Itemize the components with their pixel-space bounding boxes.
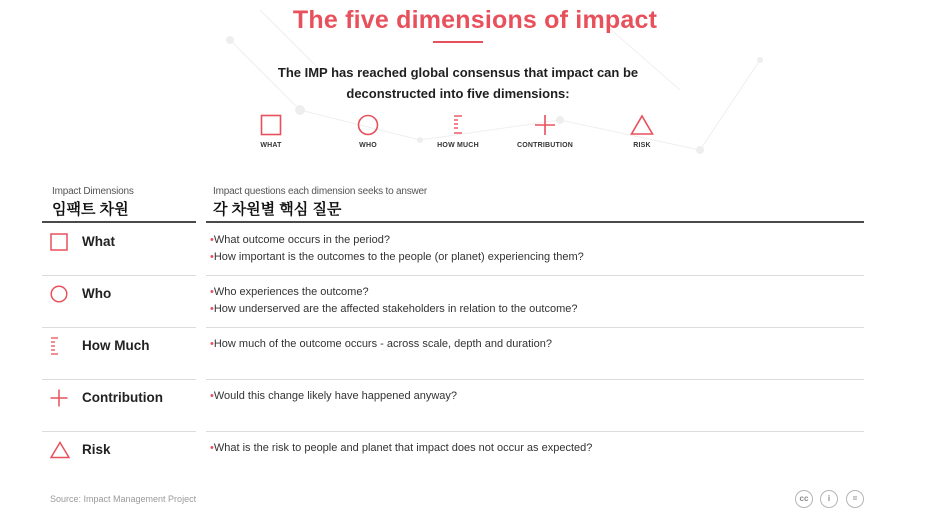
dimension-contribution [500,114,590,149]
triangle-icon [630,114,654,136]
table-row [0,328,950,380]
dimension-name: How Much [82,338,150,353]
dimension-who [323,114,413,149]
column-header-ko: 각 차원별 핵심 질문 [213,201,342,218]
dimension-name: Who [82,286,112,301]
circle-icon [50,285,68,303]
plus-icon [534,114,556,136]
table-row [0,276,950,328]
source-note: Source: Impact Management Project [50,494,197,504]
dimension-what [226,114,316,149]
circle-icon [357,114,379,136]
cc-license-icon: cc [795,490,813,508]
question-text: What outcome occurs in the period? [213,234,390,246]
subtitle [250,62,666,104]
dimension-name: What [82,234,115,249]
column-header-dimensions [52,186,134,219]
dimension-name: Contribution [82,390,163,405]
dimension-questions: •How much of the outcome occurs - across scale, depth and duration? [210,338,552,350]
dimension-how-much [413,114,503,149]
dashes-icon [447,114,469,136]
dimension-name: Risk [82,442,111,457]
dimension-label: WHAT [260,142,282,149]
question-text: How important is the outcomes to the people (or planet) experiencing them? [213,251,584,263]
question-text: How much of the outcome occurs - across scale, depth and duration? [213,338,552,350]
column-header-en: Impact Dimensions [52,186,134,197]
dimension-questions: •Who experiences the outcome? •How underserved are the affected stakeholders in relation to the outcome? [210,286,578,315]
title-underline [433,41,483,43]
dimension-questions: •What is the risk to people and planet that impact does not occur as expected? [210,442,593,454]
dimension-questions: •Would this change likely have happened anyway? [210,390,458,402]
page-title: The five dimensions of impact [292,6,658,34]
square-icon [50,233,68,251]
dimension-label: RISK [633,142,651,149]
dimension-risk [597,114,687,149]
subtitle-line-1: The IMP has reached global consensus that impact can be [277,65,639,80]
header-divider [206,221,864,223]
column-header-questions [213,186,427,219]
attribution-icon: i [820,490,838,508]
dimension-questions: •What outcome occurs in the period? •How important is the outcomes to the people (or planet) experiencing them? [210,234,584,263]
table-row [0,432,950,484]
table-row [0,224,950,276]
question-text: Who experiences the outcome? [213,286,369,298]
question-text: Would this change likely have happened anyway? [213,390,458,402]
no-derivatives-icon: = [846,490,864,508]
subtitle-line-2: deconstructed into five dimensions: [346,86,570,101]
question-text: How underserved are the affected stakeholders in relation to the outcome? [213,303,578,315]
triangle-icon [50,441,70,459]
square-icon [260,114,282,136]
dimension-label: HOW MUCH [437,142,479,149]
table-row [0,380,950,432]
header-divider [42,221,196,223]
question-text: What is the risk to people and planet that impact does not occur as expected? [213,442,593,454]
column-header-ko: 임팩트 차원 [52,201,129,218]
dimension-label: CONTRIBUTION [516,142,574,149]
dimension-label: WHO [359,142,377,149]
plus-icon [50,389,68,407]
dashes-icon [50,337,68,355]
column-header-en: Impact questions each dimension seeks to answer [213,186,428,197]
